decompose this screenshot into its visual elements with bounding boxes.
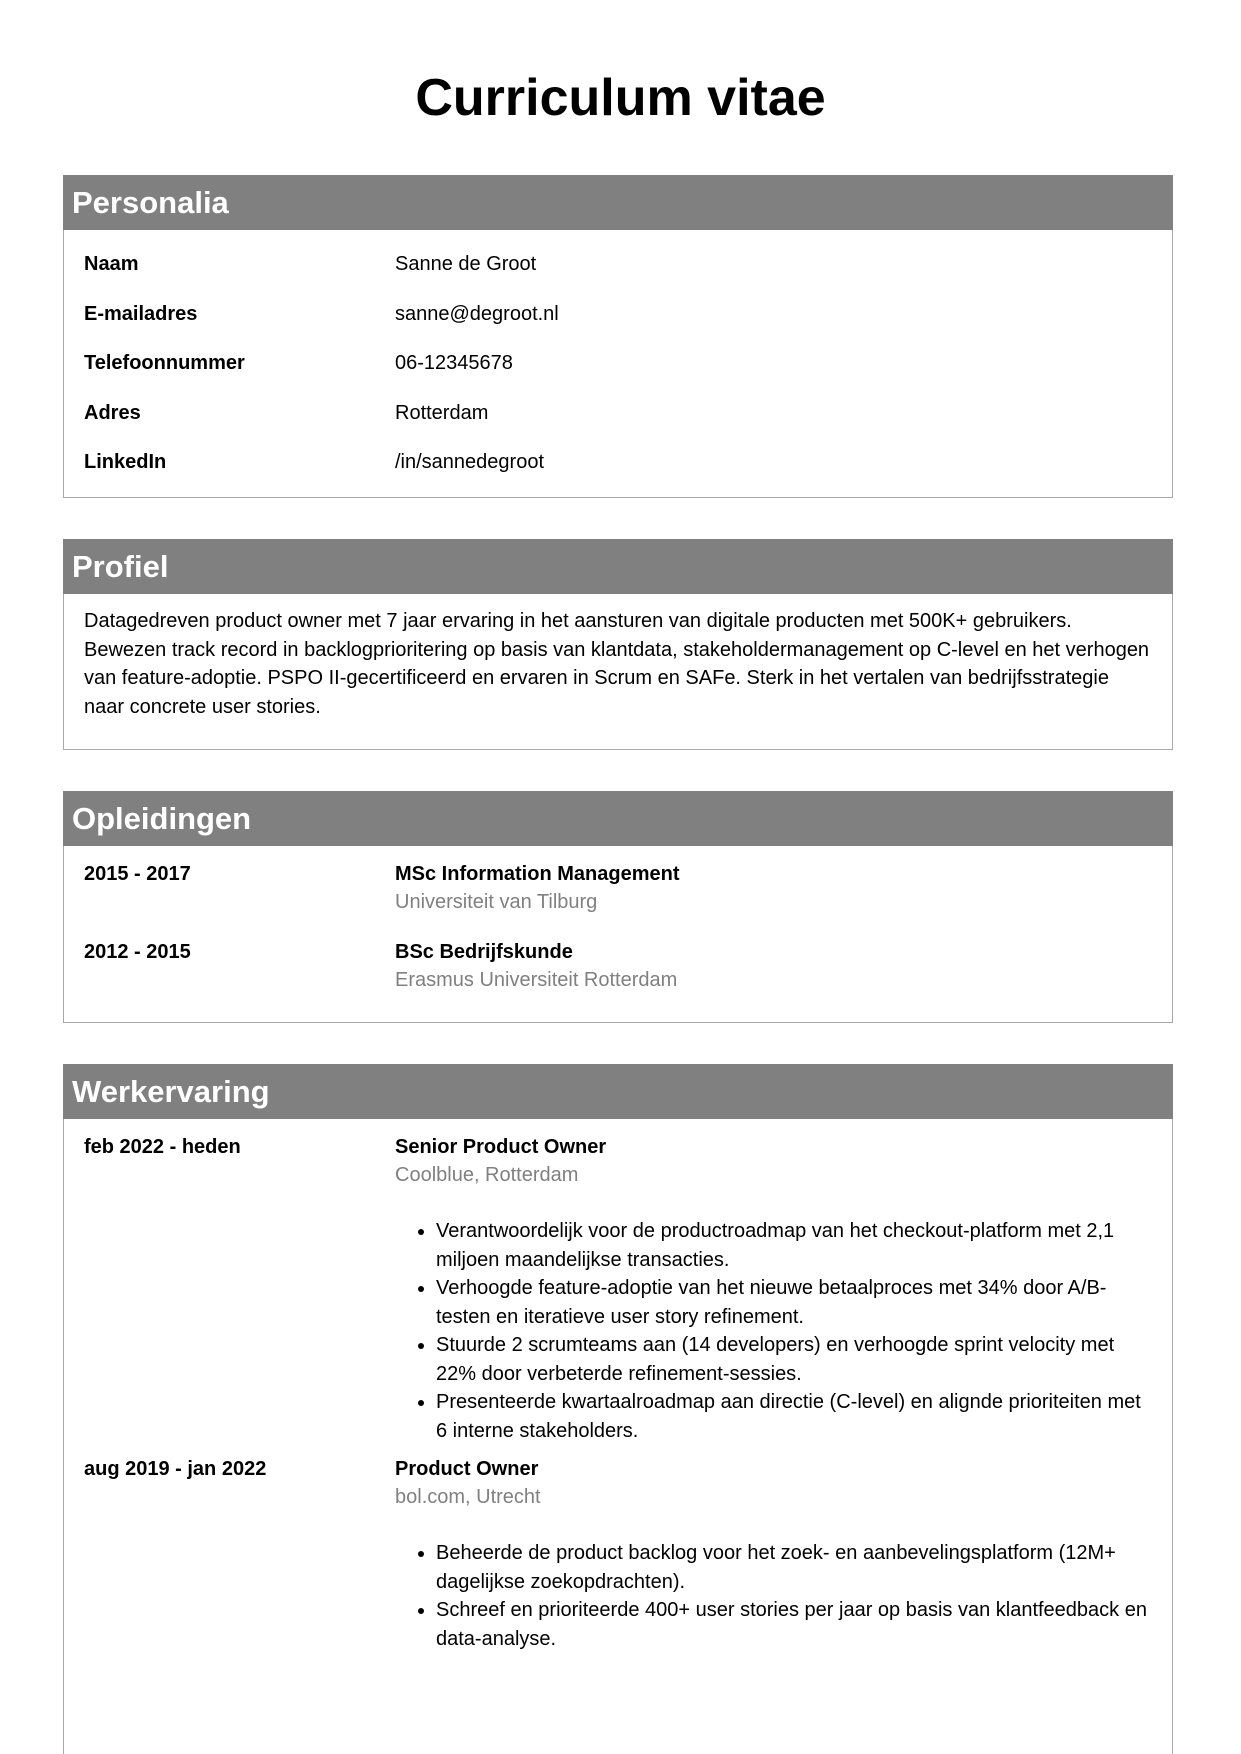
work-company: Coolblue, Rotterdam: [395, 1164, 579, 1186]
personalia-row-address: [84, 401, 1152, 451]
list-item: • Beheerde de product backlog voor het zoek- en aanbevelingsplatform (12M+ dagelijkse zoekopdrachten).: [436, 1539, 1152, 1596]
personalia-row-name: [84, 252, 1152, 302]
personalia-row-email: [84, 302, 1152, 352]
work-bullets: [395, 1217, 1152, 1445]
page-title: Curriculum vitae: [415, 69, 826, 127]
opleidingen-body: [64, 846, 1172, 1012]
list-item: • Verantwoordelijk voor de productroadmap van het checkout-platform met 2,1 miljoen maandelijkse transacties.: [436, 1217, 1152, 1274]
werkervaring-heading: Werkervaring: [63, 1064, 1173, 1119]
education-institution: Universiteit van Tilburg: [395, 891, 598, 913]
education-title: MSc Information Management: [395, 863, 680, 885]
row-value: sanne@degroot.nl: [395, 302, 559, 325]
profiel-heading: Profiel: [63, 539, 1173, 594]
education-entry: [84, 860, 1152, 916]
personalia-row-linkedin: [84, 450, 1152, 500]
row-value: /in/sannedegroot: [395, 451, 545, 473]
work-title: Senior Product Owner: [395, 1136, 607, 1158]
row-value: Rotterdam: [395, 401, 489, 424]
work-details: [395, 1133, 1152, 1445]
row-label: E-mailadres: [84, 302, 198, 325]
personalia-heading: Personalia: [63, 175, 1173, 230]
list-item: • Presenteerde kwartaalroadmap aan directie (C-level) en alignde prioriteiten met 6 interne stakeholders.: [436, 1388, 1152, 1445]
work-bullets: [395, 1539, 1152, 1653]
profile-text: Datagedreven product owner met 7 jaar ervaring in het aansturen van digitale producten met 500K+ gebruikers. Bewezen track record in backlogprioritering op basis van klantdata, stakeholdermanagement op C-level en het verhogen van feature-adoptie. PSPO II-gecertificeerd en ervaren in Scrum en SAFe. Sterk in het vertalen van bedrijfsstrategie naar concrete user stories.: [84, 610, 1150, 718]
education-title: BSc Bedrijfskunde: [395, 941, 573, 963]
education-period: 2012 - 2015: [84, 941, 191, 963]
work-title: Product Owner: [395, 1458, 539, 1480]
row-value: 06-12345678: [395, 352, 513, 374]
work-period: aug 2019 - jan 2022: [84, 1458, 267, 1480]
education-details: [395, 860, 1152, 916]
list-item: • Stuurde 2 scrumteams aan (14 developers) en verhoogde sprint velocity met 22% door verbeterde refinement-sessies.: [436, 1331, 1152, 1388]
personalia-row-phone: [84, 351, 1152, 401]
work-period: feb 2022 - heden: [84, 1136, 241, 1158]
row-label: Telefoonnummer: [84, 352, 245, 374]
list-item: • Verhoogde feature-adoptie van het nieuwe betaalproces met 34% door A/B-testen en iteratieve user story refinement.: [436, 1274, 1152, 1331]
row-label: Adres: [84, 401, 141, 424]
education-institution: Erasmus Universiteit Rotterdam: [395, 969, 678, 991]
personalia-body: [64, 230, 1172, 518]
work-details: [395, 1455, 1152, 1653]
list-item: • Schreef en prioriteerde 400+ user stories per jaar op basis van klantfeedback en data-analyse.: [436, 1596, 1152, 1653]
education-details: [395, 938, 1152, 994]
row-label: LinkedIn: [84, 451, 167, 473]
work-entry: [84, 1455, 1152, 1653]
opleidingen-section: [63, 791, 1173, 1023]
personalia-section: [63, 175, 1173, 498]
row-label: Naam: [84, 253, 139, 275]
education-entry: [84, 938, 1152, 994]
opleidingen-heading: Opleidingen: [63, 791, 1173, 846]
education-period: 2015 - 2017: [84, 863, 191, 885]
profiel-section: [63, 539, 1173, 750]
row-value: Sanne de Groot: [395, 253, 537, 275]
work-entry: [84, 1133, 1152, 1445]
werkervaring-section: [63, 1064, 1173, 1754]
work-company: bol.com, Utrecht: [395, 1486, 541, 1508]
werkervaring-body: [64, 1119, 1172, 1671]
profiel-body: [64, 594, 1172, 739]
